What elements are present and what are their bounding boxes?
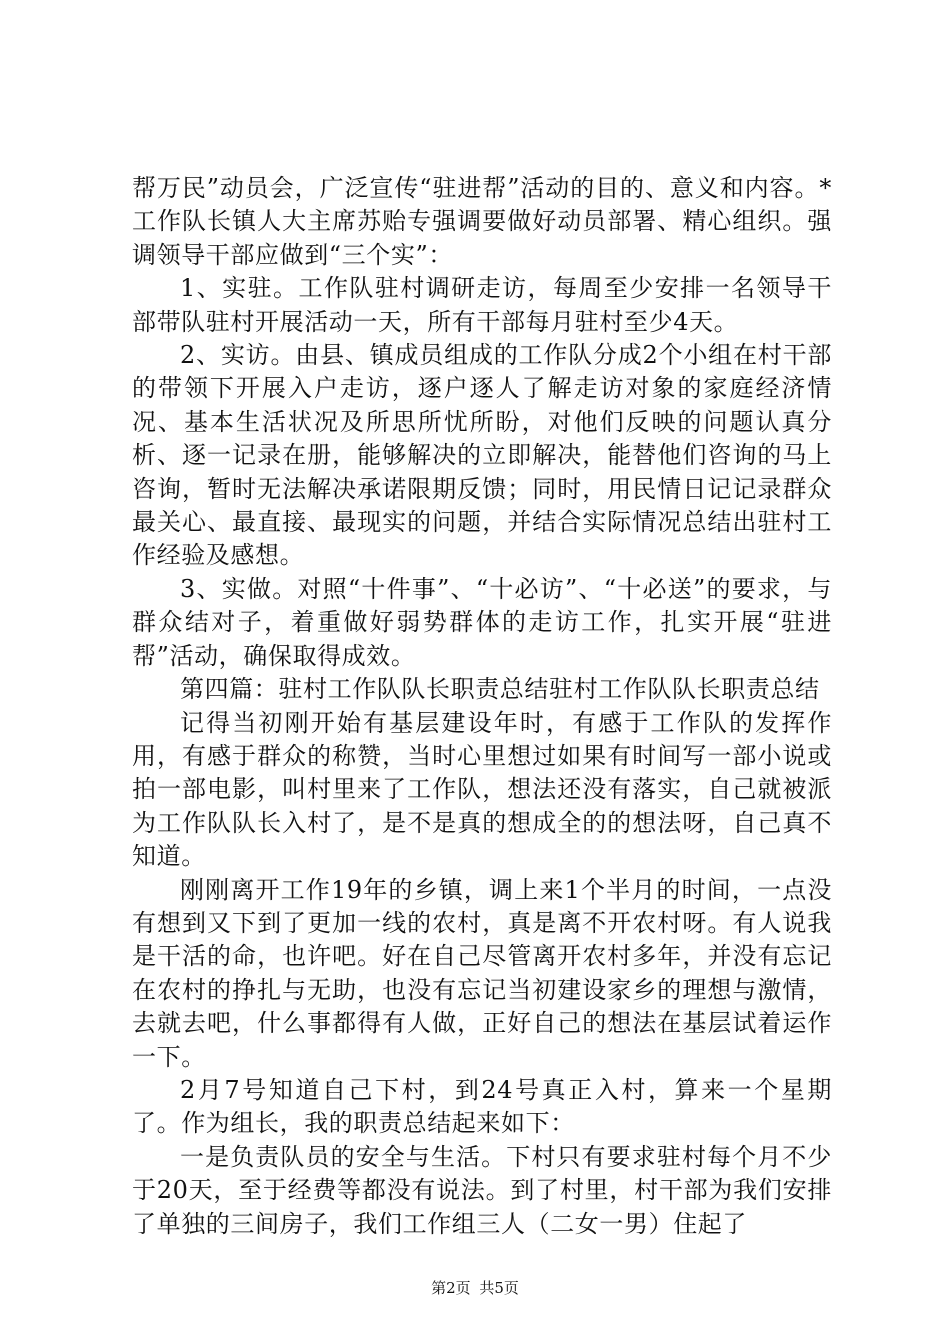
paragraph-duty-1: 一是负责队员的安全与生活。下村只有要求驻村每个月不少于20天，至于经费等都没有说法。到了村里，村干部为我们安排了单独的三间房子，我们工作组三人（二女一男）住起了 [132,1142,832,1238]
document-body [132,172,832,1241]
paragraph-continuation: 帮万民”动员会，广泛宣传“驻进帮”活动的目的、意义和内容。*工作队长镇人大主席苏贻专强调要做好动员部署、精心组织。强调领导干部应做到“三个实”： [132,174,832,269]
paragraph-item-3: 3、实做。对照“十件事”、“十必访”、“十必送”的要求，与群众结对子，着重做好弱势群体的走访工作，扎实开展“驻进帮”活动，确保取得成效。 [132,574,832,670]
page-number: 第2页 [431,1279,471,1297]
paragraph-item-2: 2、实访。由县、镇成员组成的工作队分成2个小组在村干部的带领下开展入户走访，逐户逐人了解走访对象的家庭经济情况、基本生活状况及所思所忧所盼，对他们反映的问题认真分析、逐一记录在册，能够解决的立即解决，能替他们咨询的马上咨询，暂时无法解决承诺限期反馈；同时，用民情日记记录群众最关心、最直接、最现实的问题，并结合实际情况总结出驻村工作经验及感想。 [132,341,832,570]
paragraph-item-1: 1、实驻。工作队驻村调研走访，每周至少安排一名领导干部带队驻村开展活动一天，所有干部每月驻村至少4天。 [132,274,832,336]
paragraph-intro: 记得当初刚开始有基层建设年时，有感于工作队的发挥作用，有感于群众的称赞，当时心里想过如果有时间写一部小说或拍一部电影，叫村里来了工作队，想法还没有落实，自己就被派为工作队队长入村了，是不是真的想成全的的想法呀，自己真不知道。 [132,708,832,871]
paragraph-background: 刚刚离开工作19年的乡镇，调上来1个半月的时间，一点没有想到又下到了更加一线的农村，真是离不开农村呀。有人说我是干活的命，也许吧。好在自己尽管离开农村多年，并没有忘记在农村的挣扎与无助，也没有忘记当初建设家乡的理想与激情，去就去吧，什么事都得有人做，正好自己的想法在基层试着运作一下。 [132,875,832,1071]
page-total: 共5页 [479,1279,519,1297]
paragraph-duties-intro: 2月7号知道自己下村，到24号真正入村，算来一个星期了。作为组长，我的职责总结起来如下： [132,1075,832,1138]
page-footer [0,1279,950,1297]
section-heading: 第四篇：驻村工作队队长职责总结驻村工作队队长职责总结 [180,675,820,704]
